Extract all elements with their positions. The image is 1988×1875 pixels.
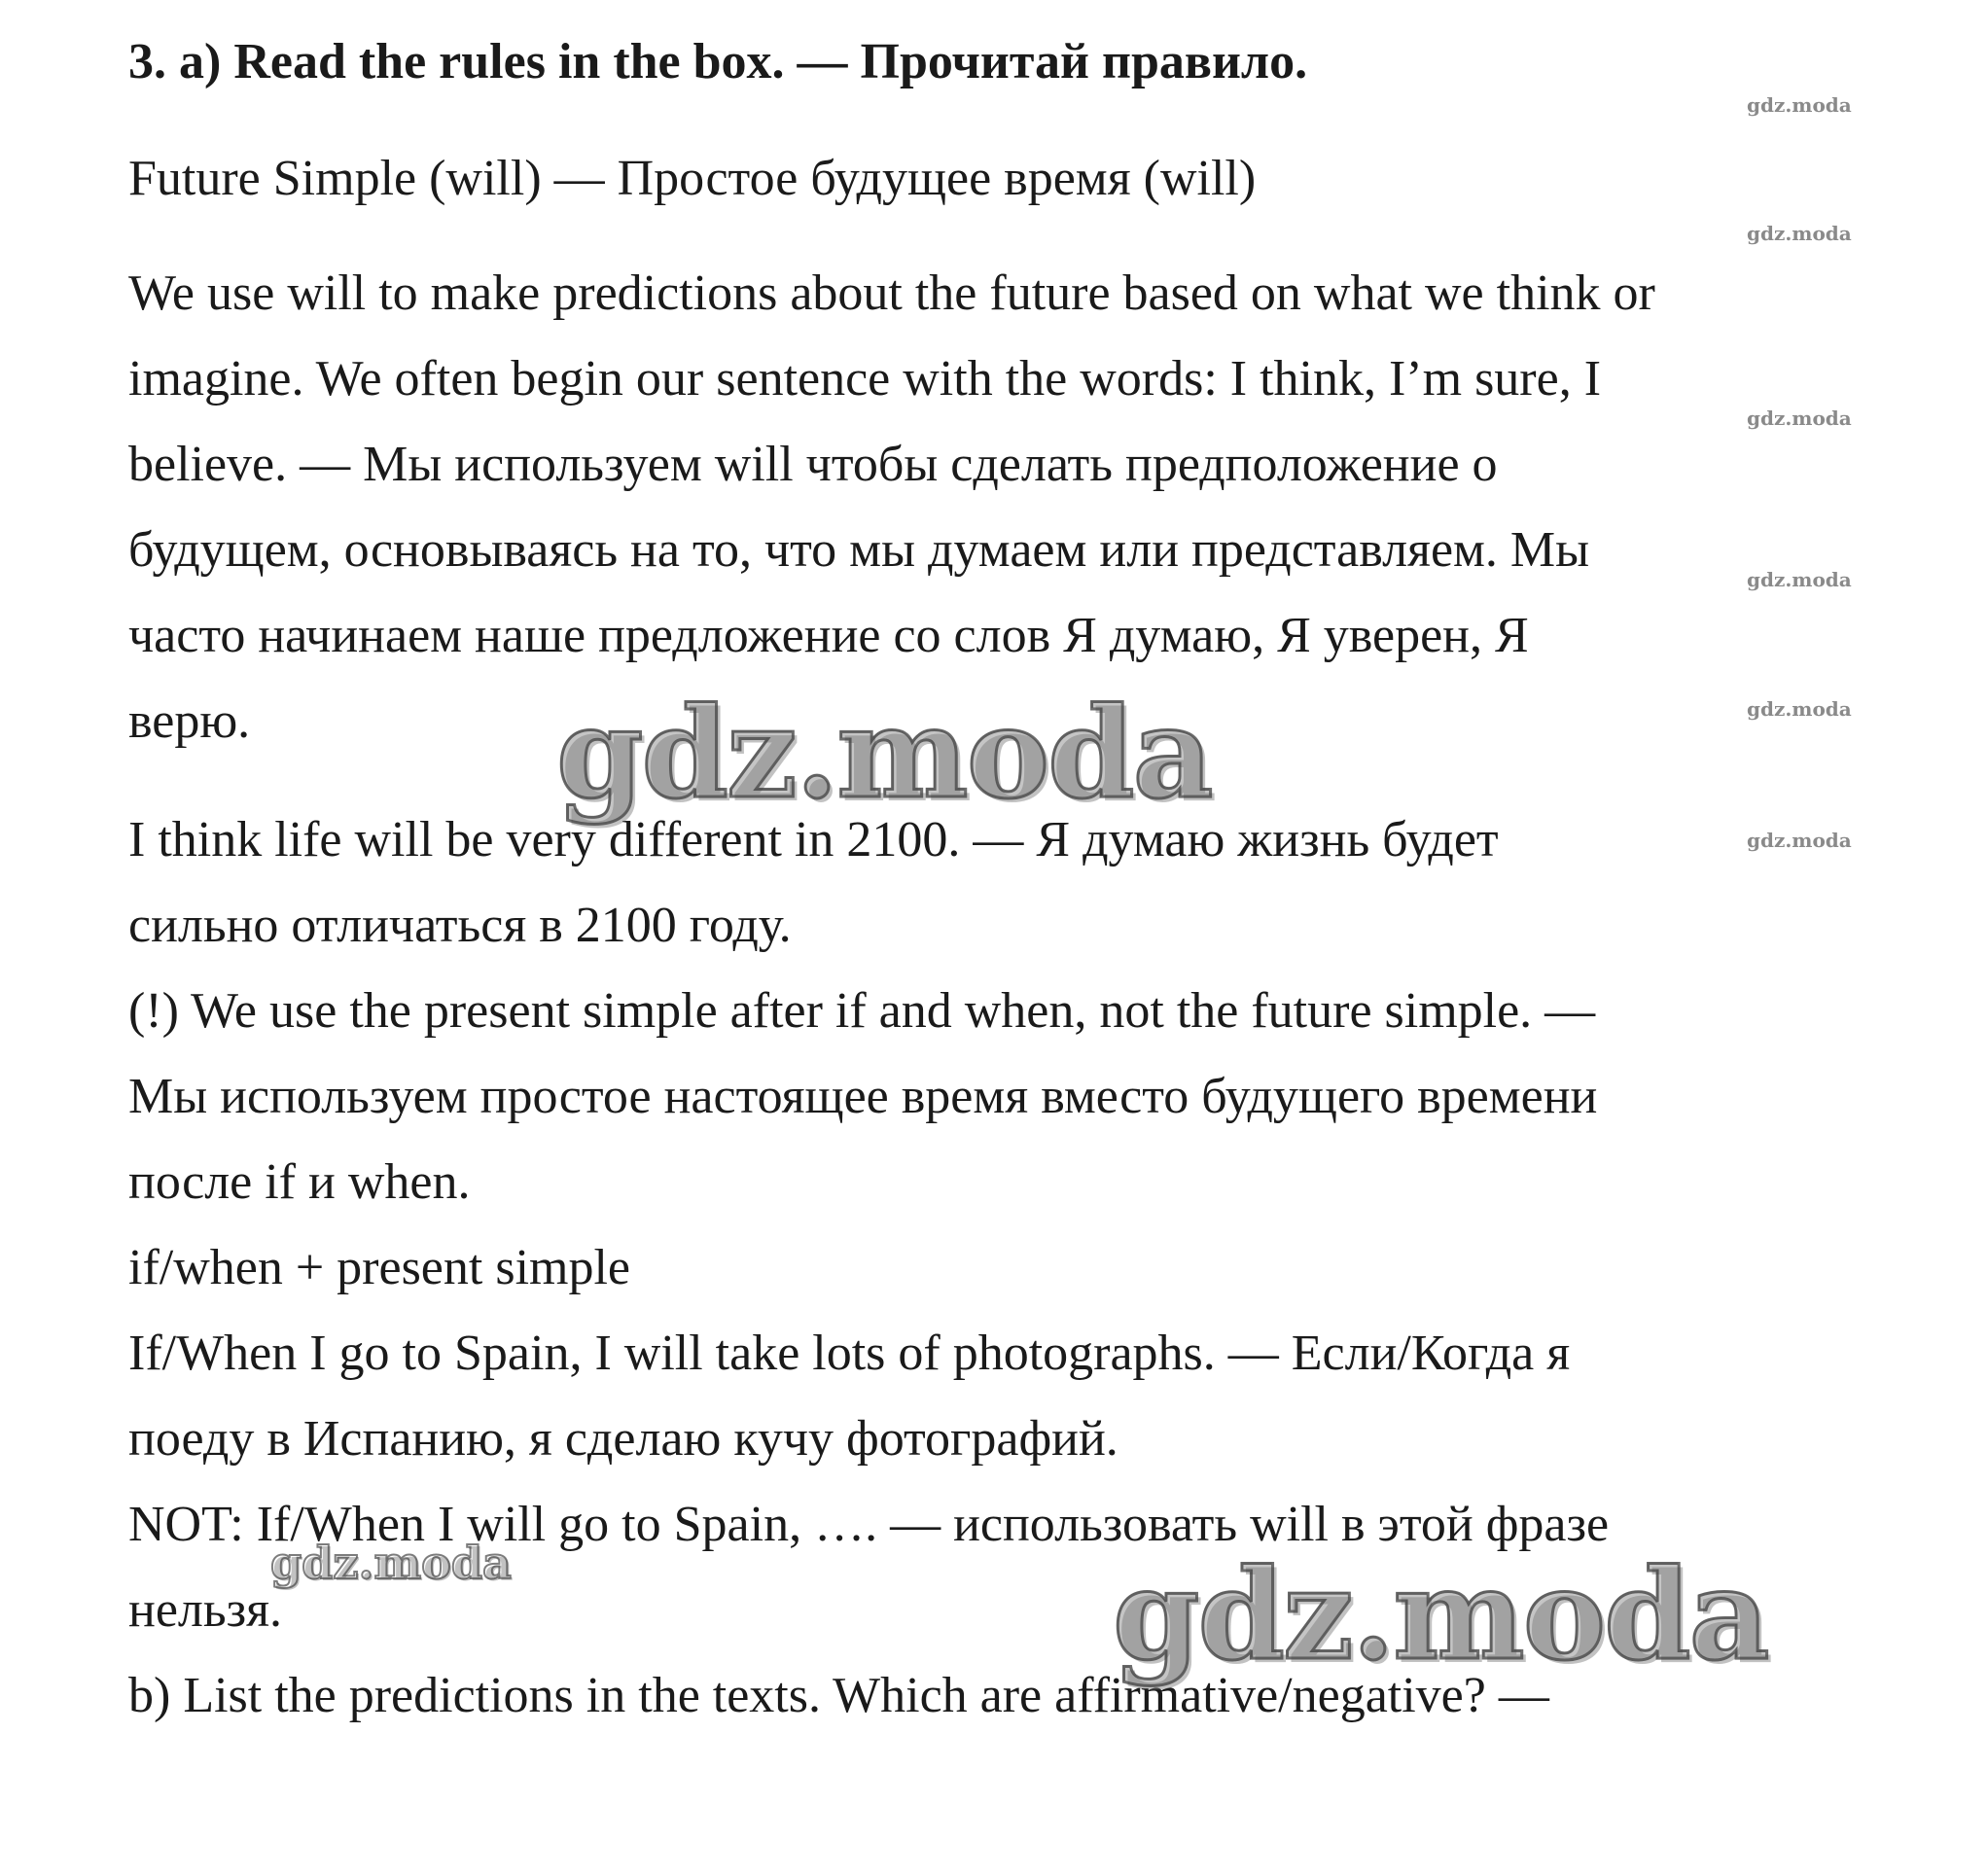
rule-line: imagine. We often begin our sentence with the words: I think, I’m sure, I	[128, 351, 1602, 407]
example-line: сильно отличаться в 2100 году.	[128, 898, 792, 953]
watermark-small: gdz.moda	[1747, 93, 1852, 117]
task-b-line: b) List the predictions in the texts. Which are affirmative/negative? —	[128, 1668, 1549, 1723]
watermark-large: gdz.moda	[556, 681, 1212, 827]
watermark-small: gdz.moda	[1747, 829, 1852, 852]
note-line: поеду в Испанию, я сделаю кучу фотографий.	[128, 1411, 1118, 1467]
watermark-small: gdz.moda	[1747, 222, 1852, 245]
note-line: после if и when.	[128, 1154, 471, 1210]
note-line: (!) We use the present simple after if and when, not the future simple. —	[128, 983, 1596, 1039]
watermark-small: gdz.moda	[1747, 568, 1852, 591]
watermark-medium: gdz.moda	[270, 1537, 512, 1589]
rule-title: Future Simple (will) — Простое будущее время (will)	[128, 151, 1257, 206]
rule-line: верю.	[128, 693, 251, 749]
watermark-large: gdz.moda	[1113, 1542, 1768, 1688]
exercise-heading: 3. a) Read the rules in the box. — Прочитай правило.	[128, 34, 1308, 89]
watermark-small: gdz.moda	[1747, 697, 1852, 721]
note-line: Мы используем простое настоящее время вместо будущего времени	[128, 1069, 1598, 1124]
note-line: if/when + present simple	[128, 1240, 630, 1295]
rule-line: будущем, основываясь на то, что мы думаем или представляем. Мы	[128, 522, 1590, 578]
rule-line: believe. — Мы используем will чтобы сделать предположение о	[128, 437, 1498, 492]
note-line: NOT: If/When I will go to Spain, …. — использовать will в этой фразе	[128, 1497, 1610, 1552]
note-line: If/When I go to Spain, I will take lots of photographs. — Если/Когда я	[128, 1326, 1571, 1381]
example-line: I think life will be very different in 2100. — Я думаю жизнь будет	[128, 812, 1499, 867]
watermark-small: gdz.moda	[1747, 407, 1852, 430]
rule-line: часто начинаем наше предложение со слов Я думаю, Я уверен, Я	[128, 608, 1529, 663]
note-line: нельзя.	[128, 1582, 283, 1638]
rule-line: We use will to make predictions about the future based on what we think or	[128, 265, 1655, 321]
